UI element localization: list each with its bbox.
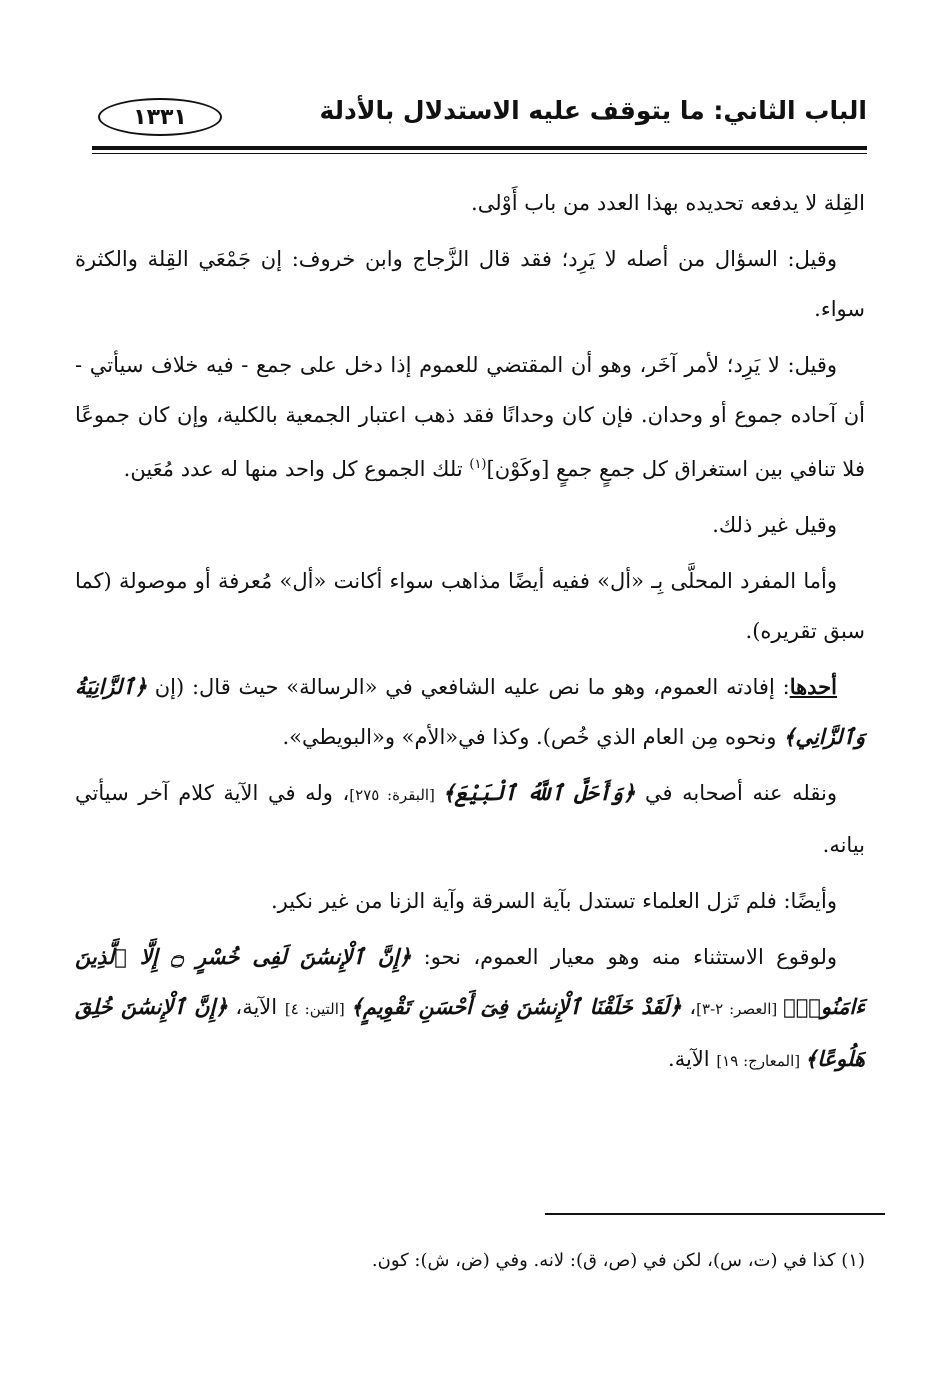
lead-word: أحدها	[789, 674, 837, 699]
quran-verse: ﴿لَقَدْ خَلَقْنَا ٱلْإِنسَٰنَ فِىٓ أَحْسَنِ تَقْوِيمٍ﴾	[350, 994, 682, 1019]
paragraph-7	[75, 768, 865, 870]
chapter-title: الباب الثاني: ما يتوقف عليه الاستدلال بالأدلة	[319, 96, 867, 125]
quran-verse: ﴿ٱلزَّانِيَةُ وَٱلزَّانِي﴾	[75, 674, 865, 749]
paragraph-5: وأما المفرد المحلَّى بِـ «أل» ففيه أيضًا مذاهب سواء أكانت «أل» مُعرفة أو موصولة (كما سبق تقريره).	[75, 569, 865, 643]
footnote-marker[interactable]: (١)	[469, 457, 487, 472]
header-rule-thin	[92, 153, 867, 154]
page-header	[78, 92, 867, 144]
verse-reference: [التين: ٤]	[284, 1000, 351, 1018]
paragraph-6	[75, 662, 865, 762]
paragraph-3-text-b: تلك الجموع كل واحد منها له عدد مُعَين.	[123, 457, 470, 481]
paragraph-9-text-a: ولوقوع الاستثناء منه وهو معيار العموم، نحو:	[411, 945, 837, 969]
paragraph-6-text-b: ونحوه مِن العام الذي خُص). وكذا في«الأم» و«البويطي».	[282, 725, 784, 749]
verse-reference: [العصر: ٢-٣]	[696, 1000, 784, 1018]
header-rule-thick	[92, 146, 867, 150]
paragraph-3-text-a: وقيل: لا يَرِد؛ لأمر آخَر، وهو أن المقتضي للعموم إذا دخل على جمع - فيه خلاف سيأتي - أن آحاده جموع أو وحدان. فإن كان وحدانًا فقد ذهب اعتبار الجمعية بالكلية، وإن كان جموعًا فلا تنافي بين استغراق كل جمعٍ جمعٍ [وكَوْن]	[75, 353, 865, 481]
paragraph-8: وأيضًا: فلم تَزل العلماء تستدل بآية السرقة وآية الزنا من غير نكير.	[270, 889, 837, 913]
paragraph-9-text-c: الآية،	[227, 995, 285, 1019]
paragraph-9-text-b: ،	[681, 995, 697, 1019]
paragraph-7-text-b: ، وله في الآية كلام آخر سيأتي بيانه.	[75, 781, 865, 857]
verse-reference: [المعارج: ١٩]	[716, 1052, 805, 1070]
quran-verse: ﴿إِنَّ ٱلْإِنسَٰنَ خُلِقَ هَلُوعًا﴾	[75, 994, 865, 1071]
paragraph-2: وقيل: السؤال من أصله لا يَرِد؛ فقد قال الزَّجاج وابن خروف: إن جَمْعَي القِلة والكثرة سواء.	[75, 247, 865, 321]
verse-reference: [البقرة: ٢٧٥]	[349, 786, 443, 804]
footnote: (١) كذا في (ت، س)، لكن في (ص، ق): لانه. وفي (ض، ش): كون.	[371, 1250, 865, 1271]
paragraph-9-text-d: الآية.	[668, 1047, 717, 1071]
paragraph-4: وقيل غير ذلك.	[712, 513, 837, 537]
paragraph-9	[75, 932, 865, 1086]
footnote-separator	[545, 1213, 885, 1215]
quran-verse: ﴿إِنَّ ٱلْإِنسَٰنَ لَفِى خُسْرٍ ۝ إِلَّا ٱلَّذِينَ ءَامَنُوا۟﴾	[75, 944, 866, 1019]
quran-verse: ﴿وَأَحَلَّ ٱللَّهُ ٱلْبَيْعَ﴾	[442, 780, 636, 805]
main-text	[75, 178, 865, 1092]
paragraph-7-text-a: ونقله عنه أصحابه في	[635, 781, 837, 805]
paragraph-1: القِلة لا يدفعه تحديده بهذا العدد من باب أَوْلى.	[471, 191, 865, 215]
paragraph-3	[75, 340, 865, 494]
paragraph-6-text-a: : إفادته العموم، وهو ما نص عليه الشافعي في «الرسالة» حيث قال: (إن	[146, 675, 790, 699]
page-number: ١٣٣١	[98, 98, 222, 136]
